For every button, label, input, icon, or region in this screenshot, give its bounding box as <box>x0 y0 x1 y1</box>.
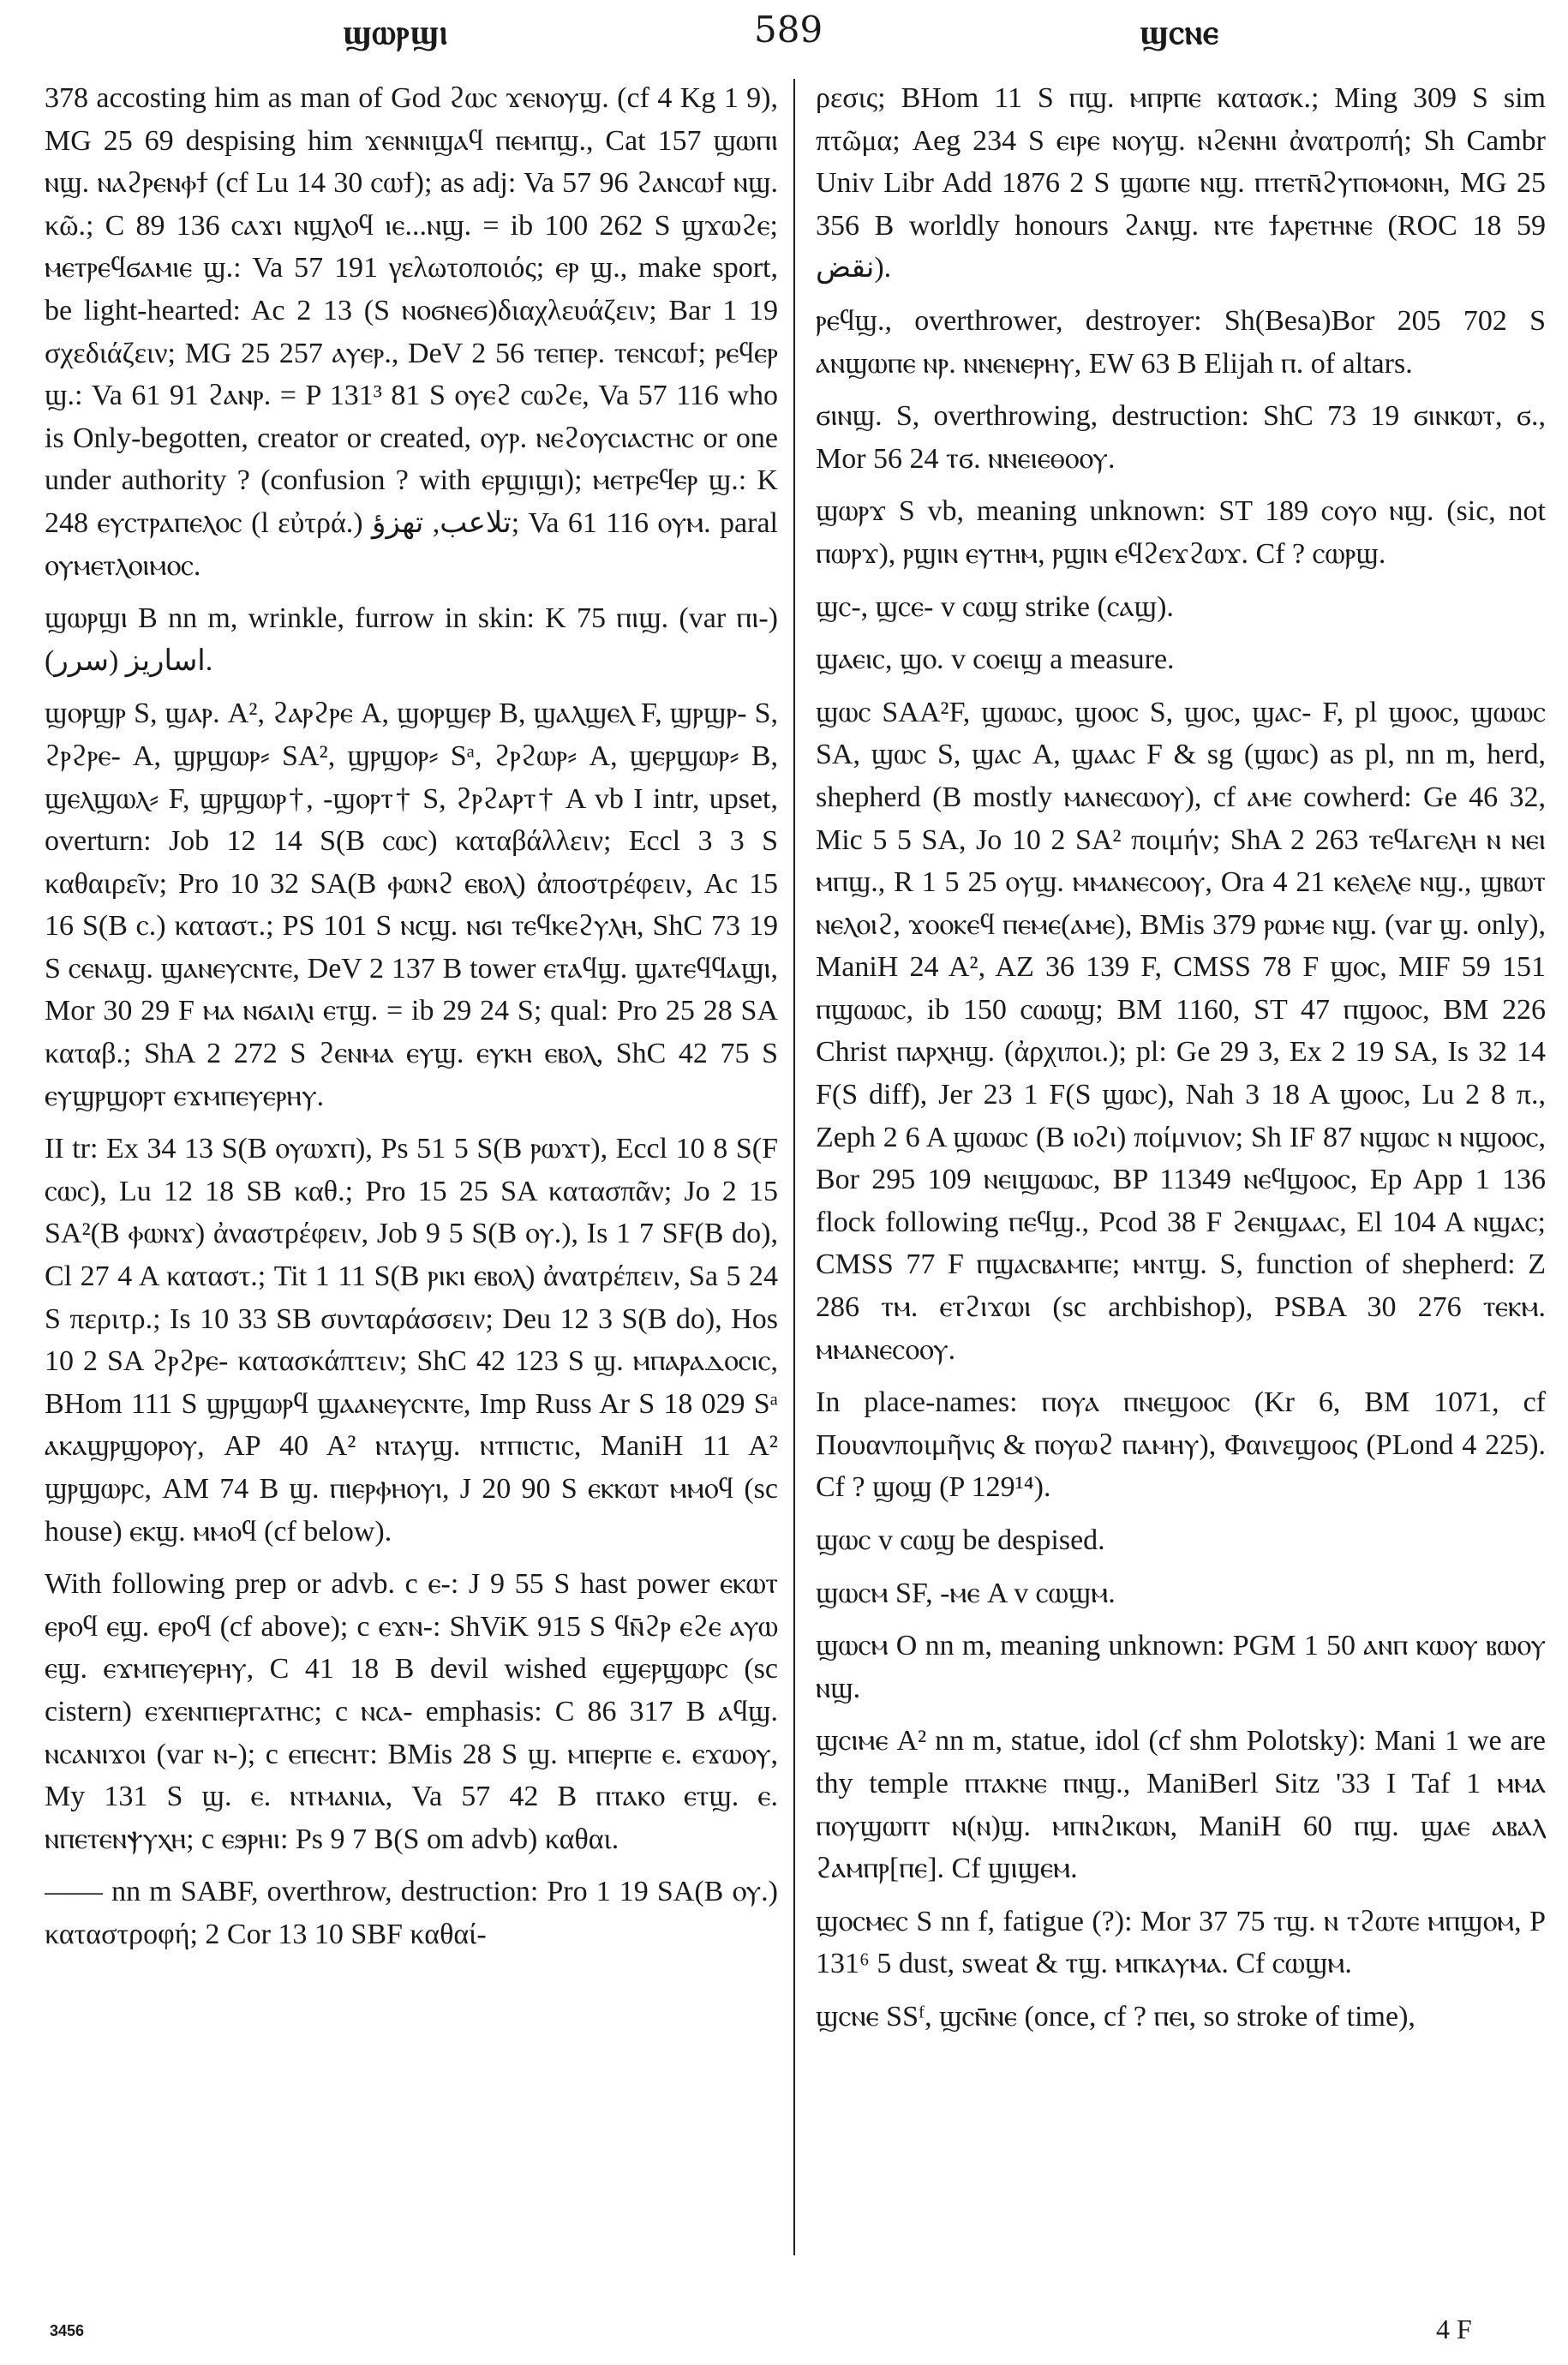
entry-paragraph: In place-names: ⲡⲟⲩⲁ ⲡⲛⲉϣⲟⲟⲥ (Kr 6, BM 1071, cf Πουανποιμῆνις & ⲡⲟⲩⲱϩ ⲡⲁⲙⲏⲩ), Φαινεϣοος (PLond 4 225). Cf ? ϣⲟϣ (P 129¹⁴). <box>816 1386 1546 1504</box>
entry-paragraph: ϣⲥ-, ϣⲥⲉ- v ⲥⲱϣ strike (ⲥⲁϣ). <box>816 590 1174 623</box>
entry-paragraph: ϣⲟⲥⲙⲉⲥ S nn f, fatigue (?): Mor 37 75 ⲧϣ. ⲛ ⲧϩⲱⲧⲉ ⲙⲡϣⲟⲙ, P 131⁶ 5 dust, sweat & ⲧϣ. ⲙⲡⲕⲁⲩⲙⲁ. Cf ⲥⲱϣⲙ. <box>816 1905 1546 1980</box>
entry-paragraph: ϣⲥⲓⲙⲉ A² nn m, statue, idol (cf shm Polotsky): Mani 1 we are thy temple ⲡⲧⲁⲕⲛⲉ ⲡⲛϣ., ManiBerl Sitz '33 I Taf 1 ⲙⲙⲁ ⲡⲟⲩϣⲱⲡⲧ ⲛ(ⲛ)ϣ. ⲙⲡⲛϩⲓⲕⲱⲛ, ManiH 60 ⲡϣ. ϣⲁⲉ ⲁⲃⲁⲗ ϩⲁⲙⲡⲣ[ⲡⲉ]. Cf ϣⲓϣⲉⲙ. <box>816 1725 1546 1885</box>
entry-paragraph: —— nn m SABF, overthrow, destruction: Pro 1 19 SA(B ⲟⲩ.) καταστροφή; 2 Cor 13 10 SBF καθαί- <box>45 1876 778 1950</box>
printer-code: 3456 <box>50 2322 85 2339</box>
entry-paragraph: ϣⲱⲥ v ⲥⲱϣ be despised. <box>816 1524 1105 1556</box>
entry-paragraph: ρεσις; BHom 11 S ⲡϣ. ⲙⲡⲣⲡⲉ κατασκ.; Ming 309 S sim πτῶμα; Aeg 234 S ⲉⲓⲣⲉ ⲛⲟⲩϣ. ⲛϩⲉⲛⲏⲓ ἀνατροπή; Sh Cambr Univ Libr Add 1876 2 S ϣⲱⲡⲉ ⲛϣ. ⲡⲧⲉⲧⲛ̄ϩⲩⲡⲟⲙⲟⲛⲏ, MG 25 356 B worldly honours ϩⲁⲛϣ. ⲛⲧⲉ ϯⲁⲣⲉⲧⲏⲛⲉ (ROC 18 59 نقض). <box>816 82 1546 284</box>
entry-paragraph: ϣⲱⲣϫ S vb, meaning unknown: ST 189 ⲥⲟⲩⲟ ⲛϣ. (sic, not ⲡⲱⲣϫ), ⲣϣⲓⲛ ⲉⲩⲧⲏⲙ, ⲣϣⲓⲛ ⲉϥϩⲉϫϩⲱϫ. Cf ? ⲥⲱⲣϣ. <box>816 495 1546 570</box>
entry-paragraph: With following prep or advb. c ⲉ-: J 9 55 S hast power ⲉⲕⲱⲧ ⲉⲣⲟϥ ⲉϣ. ⲉⲣⲟϥ (cf above); c ⲉϫⲛ-: ShViK 915 S ϥⲛ̄ϩⲣ ⲉϩⲉ ⲁⲩⲱ ⲉϣ. ⲉϫⲙⲡⲉⲩⲉⲣⲏⲩ, C 41 18 B devil wished ⲉϣⲉⲣϣⲱⲣⲥ (sc cistern) ⲉϫⲉⲛⲡⲓⲉⲣⲅⲁⲧⲏⲥ; c ⲛⲥⲁ- emphasis: C 86 317 B ⲁϥϣ. ⲛⲥⲁⲛⲓϫⲟⲓ (var ⲛ-); c ⲉⲡⲉⲥⲏⲧ: BMis 28 S ϣ. ⲙⲡⲉⲣⲡⲉ ⲉ. ⲉϫⲱⲟⲩ, My 131 S ϣ. ⲉ. ⲛⲧⲙⲁⲛⲓⲁ, Va 57 42 B ⲡⲧⲁⲕⲟ ⲉⲧϣ. ⲉ. ⲛⲡⲉⲧⲉⲛⲯⲩⲭⲏ; c ⲉϧⲣⲏⲓ: Ps 9 7 B(S om advb) καθαι. <box>45 1568 778 1855</box>
page-number: 589 <box>754 9 823 51</box>
entry-paragraph: ϣⲱⲥ SAA²F, ϣⲱⲱⲥ, ϣⲟⲟⲥ S, ϣⲟⲥ, ϣⲁⲥ- F, pl ϣⲟⲟⲥ, ϣⲱⲱⲥ SA, ϣⲱⲥ S, ϣⲁⲥ A, ϣⲁⲁⲥ F & sg (ϣⲱⲥ) as pl, nn m, herd, shepherd (B mostly ⲙⲁⲛⲉⲥⲱⲟⲩ), cf ⲁⲙⲉ cowherd: Ge 46 32, Mic 5 5 SA, Jo 10 2 SA² ποιμήν; ShA 2 263 ⲧⲉϥⲁⲅⲉⲗⲏ ⲛ ⲛⲉⲓ ⲙⲡϣ., R 1 5 25 ⲟⲩϣ. ⲙⲙⲁⲛⲉⲥⲟⲟⲩ, Ora 4 21 ⲕⲉⲗⲉⲗⲉ ⲛϣ., ϣⲃⲱⲧ ⲛⲉⲗⲟⲓϩ, ϫⲟⲟⲕⲉϥ ⲡⲉⲙⲉ(ⲁⲙⲉ), BMis 379 ⲣⲱⲙⲉ ⲛϣ. (var ϣ. only), ManiH 24 A², AZ 36 139 F, CMSS 78 F ϣⲟⲥ, MIF 59 151 ⲡϣⲱⲱⲥ, ib 150 ⲥⲱⲱϣ; BM 1160, ST 47 ⲡϣⲟⲟⲥ, BM 226 Christ ⲡⲁⲣⲭⲏϣ. (ἀρχιποι.); pl: Ge 29 3, Ex 2 19 SA, Is 32 14 F(S diff), Jer 23 1 F(S ϣⲱⲥ), Nah 3 18 A ϣⲟⲟⲥ, Lu 2 8 π., Zeph 2 6 A ϣⲱⲱⲥ (B ⲓⲟϩⲓ) ποίμνιον; Sh IF 87 ⲛϣⲱⲥ ⲛ ⲛϣⲟⲟⲥ, Bor 295 109 ⲛⲉⲓϣⲱⲱⲥ, BP 11349 ⲛⲉϥϣⲟⲟⲥ, Ep App 1 136 flock following ⲡⲉϥϣ., Pcod 38 F ϩⲉⲛϣⲁⲁⲥ, El 104 A ⲛϣⲁⲥ; CMSS 77 F ⲡϣⲁⲥⲃⲁⲙⲡⲉ; ⲙⲛⲧϣ. S, function of shepherd: Z 286 ⲧⲙ. ⲉⲧϩⲓϫⲱⲓ (sc archbishop), PSBA 30 276 ⲧⲉⲕⲙ. ⲙⲙⲁⲛⲉⲥⲟⲟⲩ. <box>816 696 1546 1366</box>
entry-paragraph: ϣⲱⲥⲙ SF, -ⲙⲉ A v ⲥⲱϣⲙ. <box>816 1577 1116 1609</box>
entry-paragraph: ⲣⲉϥϣ., overthrower, destroyer: Sh(Besa)Bor 205 702 S ⲁⲛϣⲱⲡⲉ ⲛⲣ. ⲛⲛⲉⲛⲉⲣⲏⲩ, EW 63 B Elijah ⲡ. of altars. <box>816 304 1546 380</box>
right-running-headword: ϣⲥⲛⲉ <box>1140 12 1219 52</box>
entry-paragraph: II tr: Ex 34 13 S(B ⲟⲩⲱϫⲡ), Ps 51 5 S(B ⲣⲱϫⲧ), Eccl 10 8 S(F ⲥⲱⲥ), Lu 12 18 SB καθ.; Pro 15 25 SA κατασπᾶν; Jo 2 15 SA²(B ⲫⲱⲛϫ) ἀναστρέφειν, Job 9 5 S(B ⲟⲩ.), Is 1 7 SF(B do), Cl 27 4 A καταστ.; Tit 1 11 S(B ⲣⲓⲕⲓ ⲉⲃⲟⲗ) ἀνατρέπειν, Sa 5 24 S περιτρ.; Is 10 33 SB συνταράσσειν; Deu 12 3 S(B do), Hos 10 2 SA ϩⲣϩⲣⲉ- κατασκάπτειν; ShC 42 123 S ϣ. ⲙⲡⲁⲣⲁⲇⲟⲥⲓⲥ, BHom 111 S ϣⲣϣⲱⲣϥ ϣⲁⲁⲛⲉⲩⲥⲛⲧⲉ, Imp Russ Ar S 18 029 Sᵃ ⲁⲕⲁϣⲣϣⲟⲣⲟⲩ, AP 40 A² ⲛⲧⲁⲩϣ. ⲛⲧⲡⲓⲥⲧⲓⲥ, ManiH 11 A² ϣⲣϣⲱⲣⲥ, AM 74 B ϣ. ⲡⲓⲉⲣⲫⲏⲟⲩⲓ, J 20 90 S ⲉⲕⲕⲱⲧ ⲙⲙⲟϥ (sc house) ⲉⲕϣ. ⲙⲙⲟϥ (cf below). <box>45 1133 778 1548</box>
entry-paragraph: ϭⲓⲛϣ. S, overthrowing, destruction: ShC 73 19 ϭⲓⲛⲕⲱⲧ, ϭ., Mor 56 24 ⲧϭ. ⲛⲛⲉⲓⲉⲑⲟⲟⲩ. <box>816 400 1546 475</box>
entry-paragraph: ϣⲟⲣϣⲣ S, ϣⲁⲣ. A², ϩⲁⲣϩⲣⲉ A, ϣⲟⲣϣⲉⲣ B, ϣⲁⲗϣⲉⲗ F, ϣⲣϣⲣ- S, ϩⲣϩⲣⲉ- A, ϣⲣϣⲱⲣ⸗ SA², ϣⲣϣⲟⲣ⸗ Sᵃ, ϩⲣϩⲱⲣ⸗ A, ϣⲉⲣϣⲱⲣ⸗ B, ϣⲉⲗϣⲱⲗ⸗ F, ϣⲣϣⲱⲣ†, -ϣⲟⲣⲧ† S, ϩⲣϩⲁⲣⲧ† A vb I intr, upset, overturn: Job 12 14 S(B ⲥⲱⲥ) καταβάλλειν; Eccl 3 3 S καθαιρεῖν; Pro 10 32 SA(B ⲫⲱⲛϩ ⲉⲃⲟⲗ) ἀποστρέφειν, Ac 15 16 S(B ⲥ.) καταστ.; PS 101 S ⲛⲥϣ. ⲛϭⲓ ⲧⲉϥⲕⲉϩⲩⲗⲏ, ShC 73 19 S ⲥⲉⲛⲁϣ. ϣⲁⲛⲉⲩⲥⲛⲧⲉ, DeV 2 137 B tower ⲉⲧⲁϥϣ. ϣⲁⲧⲉϥϥⲁϣⲓ, Mor 30 29 F ⲙⲁ ⲛϭⲁⲓⲗⲓ ⲉⲧϣ. = ib 29 24 S; qual: Pro 25 28 SA καταβ.; ShA 2 272 S ϩⲉⲛⲙⲁ ⲉⲩϣ. ⲉⲩⲕⲏ ⲉⲃⲟⲗ, ShC 42 75 S ⲉⲩϣⲣϣⲟⲣⲧ ⲉϫⲙⲡⲉⲩⲉⲣⲏⲩ. <box>45 698 778 1112</box>
left-running-headword: ϣⲱⲣϣⲓ <box>343 12 449 52</box>
signature-mark: 4 F <box>1436 2314 1472 2344</box>
entry-paragraph: 378 accosting him as man of God ϩⲱⲥ ϫⲉⲛⲟⲩϣ. (cf 4 Kg 1 9), MG 25 69 despising him ϫⲉⲛⲛⲓϣⲁϥ ⲡⲉⲙⲡϣ., Cat 157 ϣⲱⲡⲓ ⲛϣ. ⲛⲁϩⲣⲉⲛⲫϯ (cf Lu 14 30 ⲥⲱϯ); as adj: Va 57 96 ϩⲁⲛⲥⲱϯ ⲛϣ. κῶ.; C 89 136 ⲥⲁϫⲓ ⲛϣⲗⲟϥ ⲓⲉ...ⲛϣ. = ib 100 262 S ϣϫⲱϩⲉ; ⲙⲉⲧⲣⲉϥϭⲁⲙⲓⲉ ϣ.: Va 57 191 γελωτοποιός; ⲉⲣ ϣ., make sport, be light-hearted: Ac 2 13 (S ⲛⲟϭⲛⲉϭ)διαχλευάζειν; Bar 1 19 σχεδιάζειν; MG 25 257 ⲁⲩⲉⲣ., DeV 2 56 ⲧⲉⲡⲉⲣ. ⲧⲉⲛⲥⲱϯ; ⲣⲉϥⲉⲣ ϣ.: Va 61 91 ϩⲁⲛⲣ. = P 131³ 81 S ⲟⲩⲉϩ ⲥⲱϩⲉ, Va 57 116 who is Only-begotten, creator or created, ⲟⲩⲣ. ⲛⲉϩⲟⲩⲥⲓⲁⲥⲧⲏⲥ or one under authority ? (confusion ? with ⲉⲣϣⲓϣⲓ); ⲙⲉⲧⲣⲉϥⲉⲣ ϣ.: K 248 ⲉⲩⲥⲧⲣⲁⲡⲉⲗⲟⲥ (l εὐτρά.) تلاعب, تهزؤ; Va 61 116 ⲟⲩⲙ. paral ⲟⲩⲙⲉⲧⲗⲟⲓⲙⲟⲥ. <box>45 82 778 582</box>
column-divider <box>793 79 795 2255</box>
left-column <box>45 77 778 2271</box>
entry-paragraph: ϣⲁⲉⲓⲥ, ϣⲟ. v ⲥⲟⲉⲓϣ a measure. <box>816 644 1175 676</box>
page-header <box>0 0 1568 77</box>
entry-paragraph: ϣⲱⲣϣⲓ B nn m, wrinkle, furrow in skin: K 75 ⲡⲓϣ. (var ⲡⲓ-) اساريز (سرر). <box>45 602 778 677</box>
right-column <box>816 77 1546 2271</box>
entry-paragraph: ϣⲥⲛⲉ SSᶠ, ϣⲥⲛ̄ⲛⲉ (once, cf ? ⲡⲉⲓ, so stroke of time), <box>816 2000 1415 2033</box>
entry-paragraph: ϣⲱⲥⲙ O nn m, meaning unknown: PGM 1 50 ⲁⲛⲡ ⲕⲱⲟⲩ ⲃⲱⲟⲩ ⲛϣ. <box>816 1630 1546 1704</box>
